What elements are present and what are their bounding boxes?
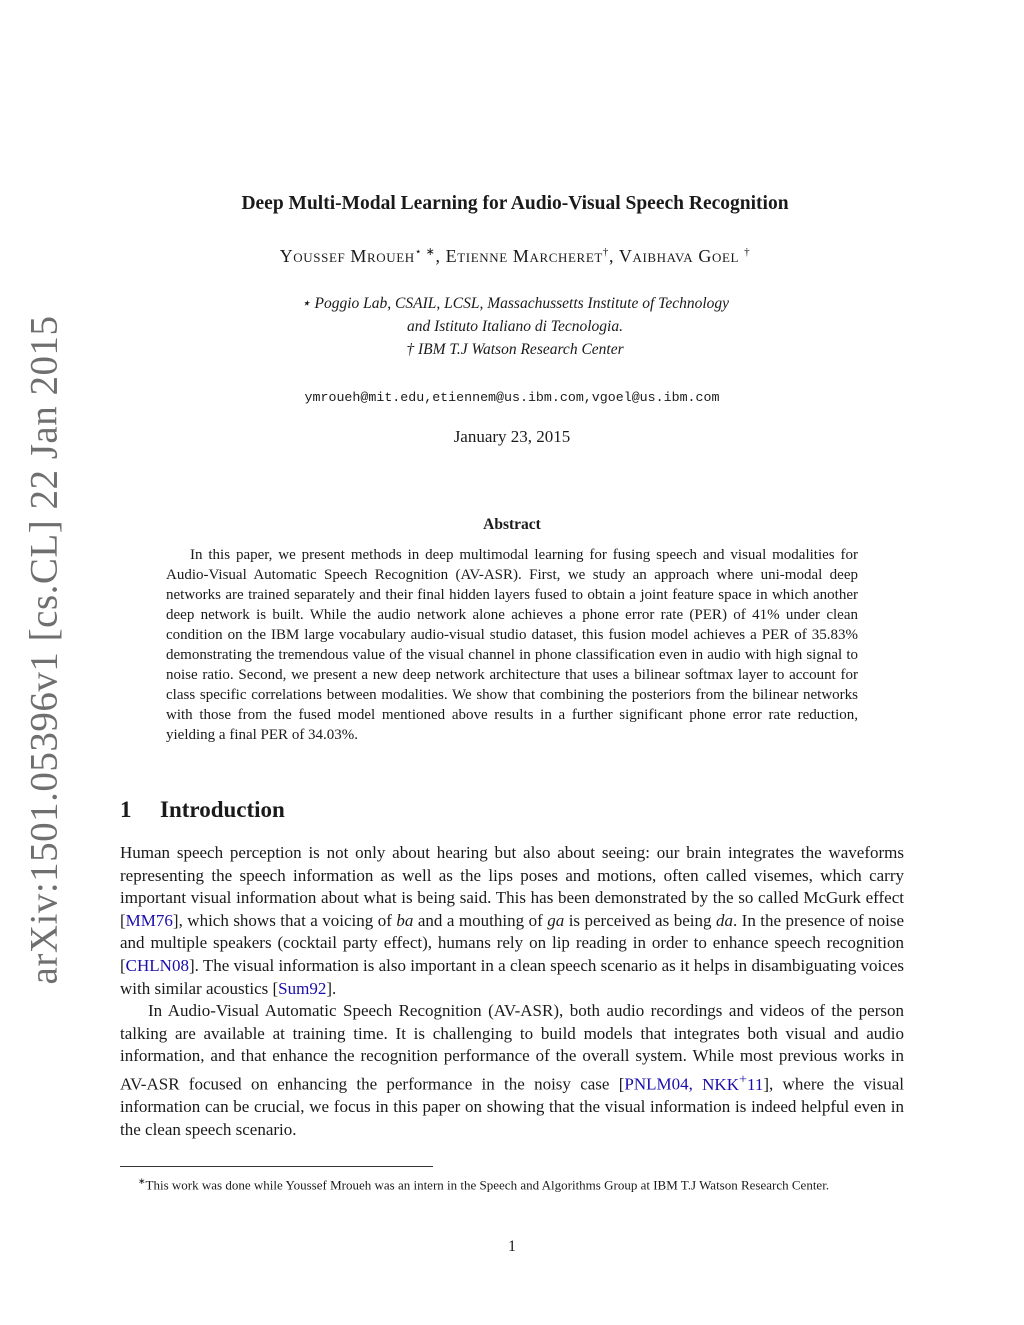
footnote xyxy=(120,1172,904,1195)
section-number: 1 xyxy=(120,797,132,822)
author-name: Vaibhava Goel xyxy=(618,246,740,266)
paper-date: January 23, 2015 xyxy=(453,427,571,446)
author-emails: ymroueh@mit.edu,etiennem@us.ibm.com,vgoel@us.ibm.com xyxy=(304,390,720,405)
citation-link[interactable]: PNLM04 xyxy=(624,1074,689,1094)
author-name: Etienne Marcheret xyxy=(445,246,603,266)
paper-title: Deep Multi-Modal Learning for Audio-Visual Speech Recognition xyxy=(241,193,789,214)
affiliation-line: ⋆ Poggio Lab, CSAIL, LCSL, Massachussetts Institute of Technology xyxy=(300,295,730,312)
author-name: Youssef Mroueh xyxy=(279,246,415,266)
paragraph: Human speech perception is not only about hearing but also about seeing: our brain integrates the waveforms representing the speech information as well as the lips poses and motions, often called visemes, which carry important visual information about what is being said. This has been demonstrated by the so called McGurk effect [MM76], which shows that a voicing of ba and a mouthing of ga is perceived as being da. In the presence of noise and multiple speakers (cocktail party effect), humans rely on lip reading in order to enhance speech recognition [CHLN08]. The visual information is also important in a clean speech scenario as it helps in disambiguating voices with similar acoustics [Sum92]. xyxy=(120,843,905,998)
footnote-mark: ∗ xyxy=(138,1176,146,1186)
page-number: 1 xyxy=(508,1238,516,1255)
abstract-heading: Abstract xyxy=(483,516,541,533)
paragraph: In Audio-Visual Automatic Speech Recognition (AV-ASR), both audio recordings and videos of the person talking are available at training time. It is challenging to build models that integrates both visual and audio information, and that enhance the recognition performance of the overall system. While most previous works in AV-ASR focused on enhancing the performance in the noisy case [PNLM04, NKK+11], where the visual information can be crucial, we focus in this paper on showing that the visual information is indeed helpful even in the clean speech scenario. xyxy=(120,1001,904,1139)
author-list: Youssef Mroueh⋆ ∗, Etienne Marcheret†, Vaibhava Goel † xyxy=(279,246,751,266)
section-body xyxy=(120,842,904,1141)
author-affiliation-mark: † xyxy=(744,246,751,258)
affiliation-line: † IBM T.J Watson Research Center xyxy=(406,341,624,358)
abstract-text: In this paper, we present methods in deep multimodal learning for fusing speech and visual modalities for Audio-Visual Automatic Speech Recognition (AV-ASR). First, we study an approach where uni-modal deep networks are trained separately and their final hidden layers fused to obtain a joint feature space in which another deep network is built. While the audio network alone achieves a phone error rate (PER) of 41% under clean condition on the IBM large vocabulary audio-visual studio dataset, this fusion model achieves a PER of 35.83% demonstrating the tremendous value of the visual channel in phone classification even in audio with high signal to noise ratio. Second, we present a new deep network architecture that uses a bilinear softmax layer to account for class specific correlations between modalities. We show that combining the posteriors from the bilinear networks with those from the fused model mentioned above results in a further significant phone error rate reduction, yielding a final PER of 34.03%. xyxy=(166,547,858,743)
affiliation-line: and Istituto Italiano di Tecnologia. xyxy=(406,318,623,335)
citation-link[interactable]: NKK+11 xyxy=(702,1070,764,1094)
citation-link[interactable]: MM76 xyxy=(125,910,173,930)
section-heading xyxy=(120,797,285,823)
section-title: Introduction xyxy=(160,797,285,822)
author-affiliation-mark: † xyxy=(602,246,610,258)
author-affiliation-mark: ⋆ ∗ xyxy=(414,246,436,258)
footnote-text: This work was done while Youssef Mroueh was an intern in the Speech and Algorithms Group at IBM T.J Watson Research Center. xyxy=(145,1177,830,1193)
arxiv-identifier: arXiv:1501.05396v1 [cs.CL] 22 Jan 2015 xyxy=(22,315,66,985)
citation-link[interactable]: CHLN08 xyxy=(125,955,189,975)
citation-link[interactable]: Sum92 xyxy=(278,978,327,998)
footnote-divider xyxy=(120,1166,433,1167)
